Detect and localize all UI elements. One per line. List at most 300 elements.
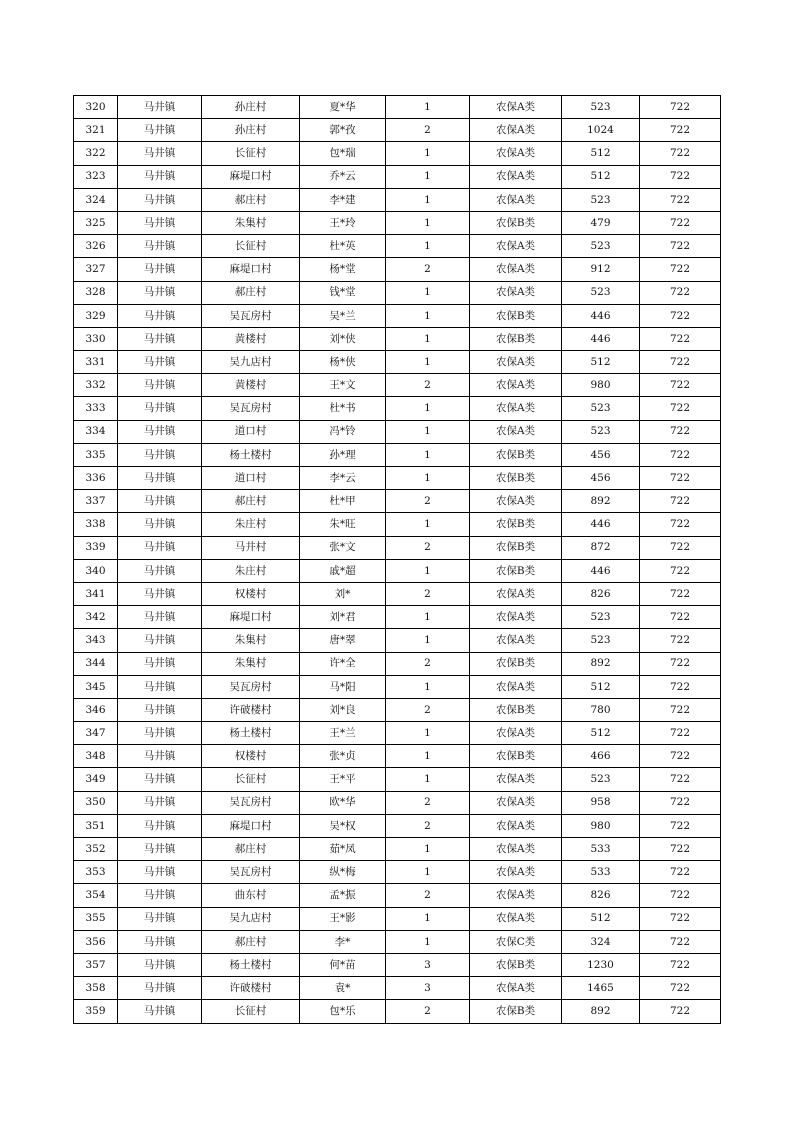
village-cell: 孙庄村 <box>202 119 300 142</box>
table-row <box>74 513 721 536</box>
household-size-cell: 1 <box>386 559 470 582</box>
relief-roster-table <box>73 95 721 1024</box>
standard-cell: 722 <box>640 351 721 374</box>
town-cell: 马井镇 <box>118 907 202 930</box>
village-cell: 长征村 <box>202 1000 300 1023</box>
town-cell: 马井镇 <box>118 327 202 350</box>
category-cell: 农保A类 <box>470 675 562 698</box>
standard-cell: 722 <box>640 675 721 698</box>
amount-cell: 523 <box>562 397 640 420</box>
category-cell: 农保B类 <box>470 513 562 536</box>
table-row <box>74 96 721 119</box>
village-cell: 吴瓦房村 <box>202 675 300 698</box>
table-row <box>74 235 721 258</box>
village-cell: 郝庄村 <box>202 188 300 211</box>
category-cell: 农保A类 <box>470 96 562 119</box>
category-cell: 农保B类 <box>470 304 562 327</box>
row-number-cell: 343 <box>74 629 118 652</box>
household-size-cell: 2 <box>386 374 470 397</box>
row-number-cell: 336 <box>74 467 118 490</box>
category-cell: 农保A类 <box>470 397 562 420</box>
category-cell: 农保A类 <box>470 374 562 397</box>
amount-cell: 512 <box>562 142 640 165</box>
village-cell: 麻堤口村 <box>202 606 300 629</box>
standard-cell: 722 <box>640 953 721 976</box>
amount-cell: 523 <box>562 629 640 652</box>
village-cell: 麻堤口村 <box>202 814 300 837</box>
name-cell: 包*乐 <box>300 1000 386 1023</box>
name-cell: 马*阳 <box>300 675 386 698</box>
category-cell: 农保B类 <box>470 536 562 559</box>
amount-cell: 523 <box>562 235 640 258</box>
table-row <box>74 374 721 397</box>
row-number-cell: 347 <box>74 722 118 745</box>
category-cell: 农保A类 <box>470 142 562 165</box>
row-number-cell: 335 <box>74 443 118 466</box>
village-cell: 许破楼村 <box>202 977 300 1000</box>
town-cell: 马井镇 <box>118 374 202 397</box>
household-size-cell: 1 <box>386 165 470 188</box>
amount-cell: 512 <box>562 675 640 698</box>
category-cell: 农保A类 <box>470 722 562 745</box>
row-number-cell: 352 <box>74 838 118 861</box>
category-cell: 农保A类 <box>470 814 562 837</box>
row-number-cell: 344 <box>74 652 118 675</box>
household-size-cell: 1 <box>386 96 470 119</box>
village-cell: 吴瓦房村 <box>202 304 300 327</box>
village-cell: 杨土楼村 <box>202 443 300 466</box>
standard-cell: 722 <box>640 490 721 513</box>
village-cell: 长征村 <box>202 142 300 165</box>
household-size-cell: 1 <box>386 142 470 165</box>
household-size-cell: 1 <box>386 838 470 861</box>
table-row <box>74 675 721 698</box>
household-size-cell: 2 <box>386 791 470 814</box>
name-cell: 包*瑞 <box>300 142 386 165</box>
amount-cell: 512 <box>562 722 640 745</box>
row-number-cell: 354 <box>74 884 118 907</box>
name-cell: 刘* <box>300 582 386 605</box>
row-number-cell: 339 <box>74 536 118 559</box>
table-row <box>74 420 721 443</box>
town-cell: 马井镇 <box>118 698 202 721</box>
row-number-cell: 359 <box>74 1000 118 1023</box>
name-cell: 李* <box>300 930 386 953</box>
town-cell: 马井镇 <box>118 420 202 443</box>
town-cell: 马井镇 <box>118 96 202 119</box>
household-size-cell: 1 <box>386 629 470 652</box>
town-cell: 马井镇 <box>118 536 202 559</box>
amount-cell: 892 <box>562 490 640 513</box>
town-cell: 马井镇 <box>118 188 202 211</box>
amount-cell: 512 <box>562 907 640 930</box>
household-size-cell: 1 <box>386 188 470 211</box>
row-number-cell: 346 <box>74 698 118 721</box>
standard-cell: 722 <box>640 582 721 605</box>
row-number-cell: 328 <box>74 281 118 304</box>
name-cell: 刘*侠 <box>300 327 386 350</box>
table-row <box>74 722 721 745</box>
standard-cell: 722 <box>640 235 721 258</box>
table-row <box>74 698 721 721</box>
standard-cell: 722 <box>640 420 721 443</box>
village-cell: 郝庄村 <box>202 930 300 953</box>
town-cell: 马井镇 <box>118 304 202 327</box>
amount-cell: 533 <box>562 861 640 884</box>
row-number-cell: 321 <box>74 119 118 142</box>
row-number-cell: 334 <box>74 420 118 443</box>
amount-cell: 523 <box>562 420 640 443</box>
table-row <box>74 119 721 142</box>
amount-cell: 1024 <box>562 119 640 142</box>
standard-cell: 722 <box>640 142 721 165</box>
standard-cell: 722 <box>640 606 721 629</box>
village-cell: 权楼村 <box>202 745 300 768</box>
household-size-cell: 1 <box>386 397 470 420</box>
name-cell: 王*兰 <box>300 722 386 745</box>
village-cell: 吴瓦房村 <box>202 861 300 884</box>
town-cell: 马井镇 <box>118 513 202 536</box>
category-cell: 农保A类 <box>470 861 562 884</box>
amount-cell: 324 <box>562 930 640 953</box>
name-cell: 袁* <box>300 977 386 1000</box>
village-cell: 马井村 <box>202 536 300 559</box>
household-size-cell: 2 <box>386 490 470 513</box>
table-body <box>74 96 721 1024</box>
category-cell: 农保A类 <box>470 884 562 907</box>
amount-cell: 512 <box>562 165 640 188</box>
village-cell: 道口村 <box>202 467 300 490</box>
village-cell: 杨土楼村 <box>202 722 300 745</box>
household-size-cell: 2 <box>386 698 470 721</box>
category-cell: 农保C类 <box>470 930 562 953</box>
category-cell: 农保A类 <box>470 838 562 861</box>
row-number-cell: 326 <box>74 235 118 258</box>
household-size-cell: 2 <box>386 536 470 559</box>
household-size-cell: 1 <box>386 745 470 768</box>
table-row <box>74 281 721 304</box>
town-cell: 马井镇 <box>118 814 202 837</box>
town-cell: 马井镇 <box>118 675 202 698</box>
name-cell: 李*云 <box>300 467 386 490</box>
village-cell: 长征村 <box>202 235 300 258</box>
table-row <box>74 490 721 513</box>
row-number-cell: 332 <box>74 374 118 397</box>
table-row <box>74 884 721 907</box>
amount-cell: 533 <box>562 838 640 861</box>
standard-cell: 722 <box>640 884 721 907</box>
town-cell: 马井镇 <box>118 351 202 374</box>
standard-cell: 722 <box>640 722 721 745</box>
category-cell: 农保A类 <box>470 582 562 605</box>
name-cell: 欧*华 <box>300 791 386 814</box>
standard-cell: 722 <box>640 513 721 536</box>
category-cell: 农保A类 <box>470 791 562 814</box>
village-cell: 孙庄村 <box>202 96 300 119</box>
table-row <box>74 467 721 490</box>
category-cell: 农保A类 <box>470 351 562 374</box>
name-cell: 夏*华 <box>300 96 386 119</box>
table-row <box>74 861 721 884</box>
amount-cell: 523 <box>562 281 640 304</box>
standard-cell: 722 <box>640 374 721 397</box>
table-row <box>74 165 721 188</box>
table-row <box>74 838 721 861</box>
table-row <box>74 977 721 1000</box>
household-size-cell: 1 <box>386 930 470 953</box>
town-cell: 马井镇 <box>118 142 202 165</box>
table-row <box>74 443 721 466</box>
category-cell: 农保A类 <box>470 258 562 281</box>
village-cell: 许破楼村 <box>202 698 300 721</box>
town-cell: 马井镇 <box>118 629 202 652</box>
standard-cell: 722 <box>640 838 721 861</box>
category-cell: 农保B类 <box>470 652 562 675</box>
town-cell: 马井镇 <box>118 211 202 234</box>
household-size-cell: 2 <box>386 652 470 675</box>
amount-cell: 523 <box>562 768 640 791</box>
row-number-cell: 340 <box>74 559 118 582</box>
village-cell: 吴瓦房村 <box>202 397 300 420</box>
name-cell: 王*玲 <box>300 211 386 234</box>
village-cell: 曲东村 <box>202 884 300 907</box>
household-size-cell: 2 <box>386 582 470 605</box>
standard-cell: 722 <box>640 96 721 119</box>
row-number-cell: 357 <box>74 953 118 976</box>
amount-cell: 872 <box>562 536 640 559</box>
household-size-cell: 1 <box>386 304 470 327</box>
town-cell: 马井镇 <box>118 281 202 304</box>
table-row <box>74 745 721 768</box>
town-cell: 马井镇 <box>118 235 202 258</box>
category-cell: 农保A类 <box>470 165 562 188</box>
household-size-cell: 3 <box>386 953 470 976</box>
household-size-cell: 2 <box>386 119 470 142</box>
standard-cell: 722 <box>640 861 721 884</box>
row-number-cell: 358 <box>74 977 118 1000</box>
row-number-cell: 327 <box>74 258 118 281</box>
household-size-cell: 1 <box>386 467 470 490</box>
household-size-cell: 2 <box>386 258 470 281</box>
town-cell: 马井镇 <box>118 838 202 861</box>
category-cell: 农保A类 <box>470 119 562 142</box>
category-cell: 农保A类 <box>470 281 562 304</box>
village-cell: 麻堤口村 <box>202 258 300 281</box>
row-number-cell: 355 <box>74 907 118 930</box>
name-cell: 唐*翠 <box>300 629 386 652</box>
row-number-cell: 348 <box>74 745 118 768</box>
amount-cell: 479 <box>562 211 640 234</box>
name-cell: 杜*英 <box>300 235 386 258</box>
town-cell: 马井镇 <box>118 884 202 907</box>
table-row <box>74 930 721 953</box>
amount-cell: 512 <box>562 351 640 374</box>
town-cell: 马井镇 <box>118 606 202 629</box>
village-cell: 道口村 <box>202 420 300 443</box>
row-number-cell: 329 <box>74 304 118 327</box>
name-cell: 杨*堂 <box>300 258 386 281</box>
category-cell: 农保A类 <box>470 490 562 513</box>
row-number-cell: 333 <box>74 397 118 420</box>
amount-cell: 826 <box>562 582 640 605</box>
name-cell: 李*建 <box>300 188 386 211</box>
row-number-cell: 320 <box>74 96 118 119</box>
row-number-cell: 342 <box>74 606 118 629</box>
household-size-cell: 1 <box>386 211 470 234</box>
amount-cell: 892 <box>562 652 640 675</box>
name-cell: 许*全 <box>300 652 386 675</box>
category-cell: 农保B类 <box>470 467 562 490</box>
name-cell: 冯*铃 <box>300 420 386 443</box>
category-cell: 农保B类 <box>470 443 562 466</box>
town-cell: 马井镇 <box>118 582 202 605</box>
amount-cell: 446 <box>562 327 640 350</box>
standard-cell: 722 <box>640 698 721 721</box>
town-cell: 马井镇 <box>118 861 202 884</box>
amount-cell: 446 <box>562 559 640 582</box>
table-row <box>74 258 721 281</box>
standard-cell: 722 <box>640 327 721 350</box>
category-cell: 农保A类 <box>470 188 562 211</box>
town-cell: 马井镇 <box>118 467 202 490</box>
town-cell: 马井镇 <box>118 119 202 142</box>
village-cell: 吴九店村 <box>202 351 300 374</box>
amount-cell: 456 <box>562 467 640 490</box>
amount-cell: 466 <box>562 745 640 768</box>
name-cell: 吴*权 <box>300 814 386 837</box>
amount-cell: 780 <box>562 698 640 721</box>
standard-cell: 722 <box>640 258 721 281</box>
standard-cell: 722 <box>640 281 721 304</box>
table-row <box>74 188 721 211</box>
category-cell: 农保B类 <box>470 953 562 976</box>
name-cell: 茹*凤 <box>300 838 386 861</box>
village-cell: 朱集村 <box>202 629 300 652</box>
name-cell: 杨*侠 <box>300 351 386 374</box>
town-cell: 马井镇 <box>118 443 202 466</box>
standard-cell: 722 <box>640 814 721 837</box>
standard-cell: 722 <box>640 536 721 559</box>
category-cell: 农保A类 <box>470 629 562 652</box>
table-row <box>74 768 721 791</box>
name-cell: 郭*孜 <box>300 119 386 142</box>
village-cell: 朱庄村 <box>202 513 300 536</box>
row-number-cell: 356 <box>74 930 118 953</box>
category-cell: 农保A类 <box>470 977 562 1000</box>
category-cell: 农保A类 <box>470 606 562 629</box>
standard-cell: 722 <box>640 768 721 791</box>
household-size-cell: 2 <box>386 814 470 837</box>
name-cell: 何*苗 <box>300 953 386 976</box>
standard-cell: 722 <box>640 629 721 652</box>
category-cell: 农保A类 <box>470 235 562 258</box>
table-row <box>74 327 721 350</box>
village-cell: 杨土楼村 <box>202 953 300 976</box>
row-number-cell: 324 <box>74 188 118 211</box>
village-cell: 吴九店村 <box>202 907 300 930</box>
name-cell: 张*贞 <box>300 745 386 768</box>
town-cell: 马井镇 <box>118 977 202 1000</box>
category-cell: 农保B类 <box>470 698 562 721</box>
row-number-cell: 325 <box>74 211 118 234</box>
village-cell: 吴瓦房村 <box>202 791 300 814</box>
name-cell: 孟*振 <box>300 884 386 907</box>
household-size-cell: 1 <box>386 351 470 374</box>
standard-cell: 722 <box>640 397 721 420</box>
town-cell: 马井镇 <box>118 490 202 513</box>
village-cell: 朱集村 <box>202 211 300 234</box>
town-cell: 马井镇 <box>118 165 202 188</box>
table-row <box>74 559 721 582</box>
category-cell: 农保A类 <box>470 907 562 930</box>
standard-cell: 722 <box>640 745 721 768</box>
standard-cell: 722 <box>640 165 721 188</box>
row-number-cell: 338 <box>74 513 118 536</box>
table-row <box>74 907 721 930</box>
town-cell: 马井镇 <box>118 722 202 745</box>
household-size-cell: 1 <box>386 907 470 930</box>
standard-cell: 722 <box>640 211 721 234</box>
amount-cell: 980 <box>562 374 640 397</box>
row-number-cell: 341 <box>74 582 118 605</box>
amount-cell: 912 <box>562 258 640 281</box>
row-number-cell: 353 <box>74 861 118 884</box>
row-number-cell: 351 <box>74 814 118 837</box>
amount-cell: 826 <box>562 884 640 907</box>
row-number-cell: 323 <box>74 165 118 188</box>
household-size-cell: 1 <box>386 606 470 629</box>
standard-cell: 722 <box>640 559 721 582</box>
village-cell: 郝庄村 <box>202 490 300 513</box>
town-cell: 马井镇 <box>118 559 202 582</box>
amount-cell: 446 <box>562 513 640 536</box>
table-row <box>74 629 721 652</box>
name-cell: 戚*超 <box>300 559 386 582</box>
name-cell: 吴*兰 <box>300 304 386 327</box>
town-cell: 马井镇 <box>118 258 202 281</box>
name-cell: 乔*云 <box>300 165 386 188</box>
table-row <box>74 606 721 629</box>
category-cell: 农保A类 <box>470 420 562 443</box>
town-cell: 马井镇 <box>118 745 202 768</box>
household-size-cell: 1 <box>386 420 470 443</box>
name-cell: 王*文 <box>300 374 386 397</box>
village-cell: 长征村 <box>202 768 300 791</box>
name-cell: 朱*旺 <box>300 513 386 536</box>
village-cell: 黄楼村 <box>202 374 300 397</box>
name-cell: 王*影 <box>300 907 386 930</box>
village-cell: 朱集村 <box>202 652 300 675</box>
household-size-cell: 1 <box>386 443 470 466</box>
name-cell: 杜*甲 <box>300 490 386 513</box>
village-cell: 权楼村 <box>202 582 300 605</box>
amount-cell: 980 <box>562 814 640 837</box>
name-cell: 孙*理 <box>300 443 386 466</box>
amount-cell: 523 <box>562 188 640 211</box>
category-cell: 农保B类 <box>470 559 562 582</box>
standard-cell: 722 <box>640 443 721 466</box>
row-number-cell: 337 <box>74 490 118 513</box>
household-size-cell: 1 <box>386 861 470 884</box>
standard-cell: 722 <box>640 1000 721 1023</box>
household-size-cell: 2 <box>386 884 470 907</box>
standard-cell: 722 <box>640 930 721 953</box>
name-cell: 纵*梅 <box>300 861 386 884</box>
table-row <box>74 791 721 814</box>
name-cell: 张*文 <box>300 536 386 559</box>
amount-cell: 446 <box>562 304 640 327</box>
table-row <box>74 142 721 165</box>
